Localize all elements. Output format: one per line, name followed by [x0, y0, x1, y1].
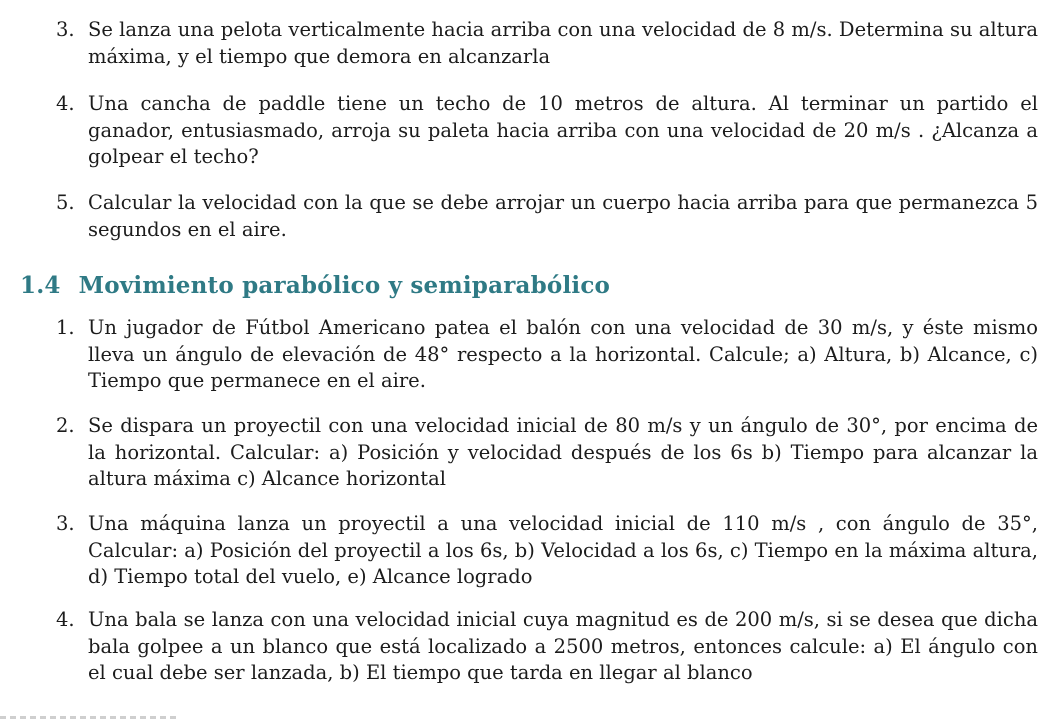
problem-number: 3. [56, 18, 75, 41]
problem-item-5 [56, 190, 1038, 243]
page-bottom-rule [0, 716, 180, 719]
problem-number: 2. [56, 414, 75, 437]
projectile-problem-4 [56, 607, 1038, 687]
problem-text: Se dispara un proyectil con una velocidad inicial de 80 m/s y un ángulo de 30°, por encima de la horizontal. Calcular: a) Posición y velocidad después de los 6s b) Tiempo para alcanzar la altura máxima c) Alcance horizontal [88, 414, 1038, 490]
problem-item-3 [56, 17, 1038, 70]
projectile-problem-3 [56, 511, 1038, 591]
problem-text: Un jugador de Fútbol Americano patea el balón con una velocidad de 30 m/s, y éste mismo lleva un ángulo de elevación de 48° respecto a la horizontal. Calcule; a) Altura, b) Alcance, c) Tiempo que permanece en el aire. [88, 316, 1038, 392]
section-title: Movimiento parabólico y semiparabólico [78, 272, 611, 299]
section-number: 1.4 [20, 272, 61, 299]
problem-number: 1. [56, 316, 75, 339]
projectile-problem-2 [56, 413, 1038, 493]
problem-text: Calcular la velocidad con la que se debe arrojar un cuerpo hacia arriba para que permanezca 5 segundos en el aire. [88, 191, 1038, 241]
problem-number: 5. [56, 191, 75, 214]
problem-item-4 [56, 91, 1038, 171]
problem-number: 3. [56, 512, 75, 535]
problem-number: 4. [56, 608, 75, 631]
problem-number: 4. [56, 92, 75, 115]
projectile-problem-1 [56, 315, 1038, 395]
problem-text: Una bala se lanza con una velocidad inicial cuya magnitud es de 200 m/s, si se desea que dicha bala golpee a un blanco que está localizado a 2500 metros, entonces calcule: a) El ángulo con el cual debe ser lanzada, b) El tiempo que tarda en llegar al blanco [88, 608, 1038, 684]
problem-text: Se lanza una pelota verticalmente hacia arriba con una velocidad de 8 m/s. Determina su altura máxima, y el tiempo que demora en alcanzarla [88, 18, 1038, 68]
problem-text: Una cancha de paddle tiene un techo de 10 metros de altura. Al terminar un partido el ganador, entusiasmado, arroja su paleta hacia arriba con una velocidad de 20 m/s . ¿Alcanza a golpear el techo? [88, 92, 1038, 168]
problem-text: Una máquina lanza un proyectil a una velocidad inicial de 110 m/s , con ángulo de 35°, Calcular: a) Posición del proyectil a los 6s, b) Velocidad a los 6s, c) Tiempo en la máxima altura, d) Tiempo total del vuelo, e) Alcance logrado [88, 512, 1038, 588]
section-heading [20, 272, 610, 299]
